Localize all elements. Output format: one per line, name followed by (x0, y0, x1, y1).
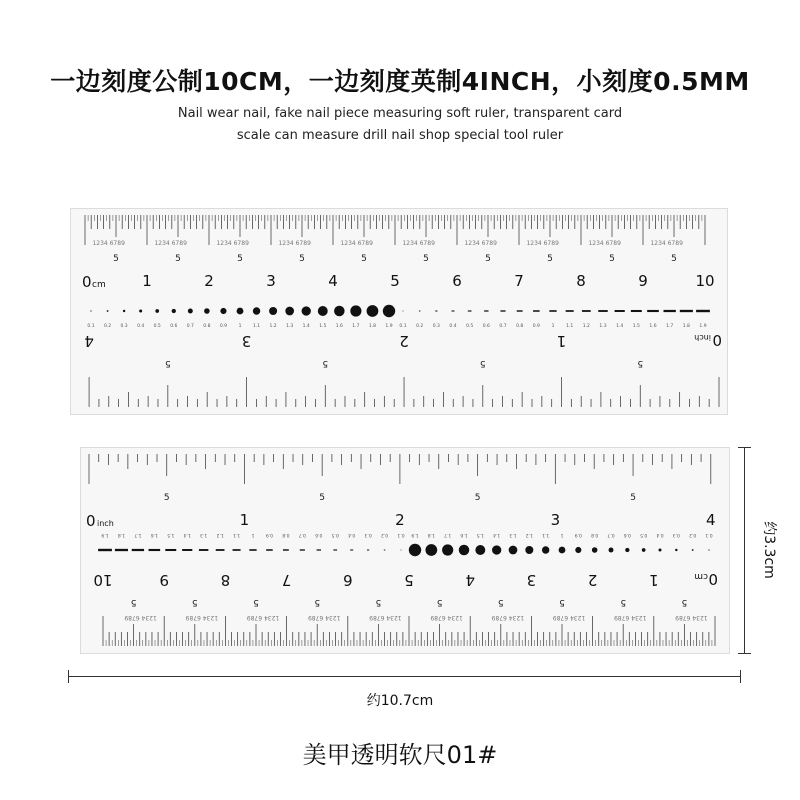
dash-gauge (216, 549, 225, 551)
inch-scale (84, 331, 722, 407)
dot-gauge (708, 549, 709, 550)
dash-gauge-label: 0.9 (532, 324, 540, 329)
dot-gauge-label: 0.9 (574, 532, 582, 537)
metric-number: 9 (159, 571, 169, 589)
dash-gauge-label: 1.5 (632, 324, 640, 329)
digit-strip: 1234 6789 (246, 614, 280, 621)
dash-gauge-label: 1.8 (682, 324, 690, 329)
dot-gauge (334, 306, 345, 317)
dot-gauge (409, 544, 421, 556)
dot-gauge-label: 0.3 (672, 532, 680, 537)
half-cm-label: 5 (361, 254, 367, 264)
dot-gauge (204, 308, 210, 314)
dash-gauge-label: 1.1 (566, 324, 574, 329)
digit-strip: 1234 6789 (154, 240, 187, 247)
subtitle-line-1: Nail wear nail, fake nail piece measuring soft ruler, transparent card (177, 106, 623, 121)
metric-number: 5 (404, 571, 414, 589)
digit-strip: 1234 6789 (588, 240, 621, 247)
dash-gauge-label: 0.8 (282, 532, 290, 537)
dash-gauge (333, 549, 337, 550)
half-cm-label: 5 (620, 597, 627, 607)
half-inch-label: 5 (163, 493, 170, 503)
dot-gauge (220, 308, 226, 314)
digit-strip: 1234 6789 (464, 240, 497, 247)
dash-gauge (435, 311, 437, 312)
dash-gauge-label: 1.2 (582, 324, 590, 329)
metric-number: 4 (328, 272, 338, 290)
half-cm-label: 5 (671, 254, 677, 264)
dash-gauge (484, 310, 488, 311)
height-dimension-cap-top (738, 447, 751, 448)
dash-gauge-label: 1.6 (649, 324, 657, 329)
dash-gauge-label: 1.3 (599, 324, 607, 329)
dash-gauge (647, 310, 659, 312)
dash-gauge (598, 310, 607, 312)
inch-unit: inch (97, 519, 114, 528)
metric-number: 7 (281, 571, 292, 589)
digit-strip: 1234 6789 (185, 614, 219, 621)
dot-gauge (350, 305, 361, 316)
dash-gauge (283, 549, 289, 550)
dot-gauge-label: 0.2 (689, 532, 697, 537)
dot-gauge-label: 0.6 (623, 532, 631, 537)
dash-gauge-label: 1.4 (616, 324, 624, 329)
inch-zero: 0 (86, 512, 96, 530)
dot-gauge (90, 310, 91, 311)
dash-gauge-label: 1 (251, 532, 255, 537)
half-cm-label: 5 (253, 597, 259, 607)
dot-gauge-label: 1 (238, 324, 242, 329)
dash-gauge-label: 0.5 (331, 532, 339, 537)
half-inch-label: 5 (474, 493, 481, 503)
half-cm-label: 5 (609, 254, 615, 264)
dash-gauge (317, 549, 321, 550)
metric-number: 7 (514, 272, 524, 290)
half-cm-label: 5 (681, 597, 688, 607)
dot-gauge-label: 1.7 (444, 532, 452, 537)
half-cm-label: 5 (436, 597, 443, 607)
dot-gauge (269, 307, 277, 315)
digit-strip: 1234 6789 (491, 614, 525, 621)
metric-number: 1 (142, 272, 152, 290)
dot-gauge (318, 306, 328, 316)
dot-gauge (542, 546, 549, 553)
dash-gauge-label: 1.6 (150, 532, 158, 537)
half-cm-label: 5 (497, 597, 504, 607)
dot-gauge-label: 0.5 (153, 324, 161, 329)
dash-gauge (300, 549, 305, 550)
inch-number: 3 (550, 511, 561, 529)
dot-gauge-label: 0.1 (705, 532, 713, 537)
inch-number: 4 (706, 511, 716, 529)
dot-gauge-label: 1.9 (385, 324, 393, 329)
dash-gauge-label: 1.8 (117, 532, 126, 537)
dot-gauge-label: 1 (560, 532, 564, 537)
dot-gauge-label: 1.1 (252, 324, 261, 329)
dot-gauge (625, 548, 629, 552)
dot-gauge (155, 309, 159, 313)
digit-strip: 1234 6789 (526, 240, 559, 247)
dash-gauge-label: 1 (551, 324, 555, 329)
inch-number: 2 (399, 332, 409, 350)
dash-gauge-label: 0.7 (499, 324, 507, 329)
dot-gauge (139, 309, 142, 312)
ruler-bottom-graphic (81, 448, 729, 653)
dot-gauge-label: 0.5 (640, 532, 648, 537)
dash-gauge-label: 1.7 (666, 324, 674, 329)
dot-gauge (642, 548, 646, 552)
dot-gauge (123, 310, 125, 312)
dot-gauge (425, 544, 437, 556)
metric-number: 6 (452, 272, 462, 290)
half-cm-label: 5 (175, 254, 181, 264)
half-cm-label: 5 (375, 597, 382, 607)
dot-gauge-label: 1.2 (525, 532, 533, 537)
dot-gauge-label: 1.8 (427, 532, 435, 537)
digit-strip: 1234 6789 (216, 240, 249, 247)
digit-strip: 1234 6789 (369, 614, 402, 621)
dash-gauge (199, 549, 208, 551)
digit-strip: 1234 6789 (430, 614, 463, 621)
metric-zero: 0 (708, 570, 718, 588)
digit-strip: 1234 6789 (308, 614, 341, 621)
metric-unit: cm (694, 571, 708, 581)
dash-gauge-label: 0.6 (315, 532, 323, 537)
metric-number: 9 (638, 272, 648, 290)
dot-gauge-label: 0.4 (656, 532, 664, 537)
dash-gauge-label: 0.3 (364, 532, 372, 537)
half-cm-label: 5 (559, 597, 565, 607)
half-cm-label: 5 (485, 254, 491, 264)
dash-gauge (517, 310, 523, 311)
dash-gauge-label: 0.4 (348, 532, 356, 537)
metric-number: 10 (695, 272, 715, 290)
dash-gauge (367, 550, 369, 551)
metric-number: 2 (204, 272, 214, 290)
dash-gauge (468, 310, 472, 311)
dot-gauge (107, 310, 109, 312)
dash-gauge (500, 310, 505, 311)
width-dimension-label: 约10.7cm (366, 693, 434, 709)
dot-gauge-label: 1.2 (269, 324, 277, 329)
digit-strip: 1234 6789 (92, 240, 125, 247)
dot-gauge-label: 0.7 (186, 324, 194, 329)
digit-strip: 1234 6789 (340, 240, 373, 247)
metric-number: 2 (587, 571, 598, 589)
dot-gauge (525, 546, 533, 554)
half-cm-label: 5 (191, 597, 198, 607)
metric-number: 4 (465, 571, 475, 589)
dot-gauge (442, 544, 453, 555)
dash-gauge (401, 550, 402, 551)
metric-number: 1 (649, 571, 659, 589)
dash-gauge (615, 310, 625, 312)
dash-gauge-label: 0.3 (432, 324, 440, 329)
digit-strip: 1234 6789 (650, 240, 683, 247)
digit-strip: 1234 6789 (278, 240, 311, 247)
dash-gauge (249, 549, 256, 551)
dot-gauge-label: 0.4 (137, 324, 145, 329)
inch-scale (86, 454, 716, 530)
dot-gauge-label: 1.5 (319, 324, 327, 329)
dot-gauge-label: 1.3 (286, 324, 294, 329)
dash-gauge (403, 311, 404, 312)
dash-gauge-label: 1.1 (232, 532, 241, 537)
half-inch-label: 5 (322, 358, 329, 368)
dash-gauge (266, 549, 273, 551)
dash-gauge-label: 1.2 (216, 532, 224, 537)
dot-gauge-label: 1.5 (476, 532, 484, 537)
dash-gauge (419, 311, 421, 312)
ruler-top (70, 208, 728, 415)
dash-gauge-label: 0.1 (397, 532, 405, 537)
dash-gauge-label: 0.7 (298, 532, 306, 537)
inch-number: 1 (556, 332, 567, 350)
dot-gauge-label: 0.1 (87, 324, 95, 329)
dot-gauge (367, 305, 379, 317)
height-dimension-label: 约3.3cm (761, 521, 777, 579)
dot-gauge-label: 0.8 (591, 532, 599, 537)
half-inch-label: 5 (479, 358, 486, 368)
half-cm-label: 5 (547, 254, 553, 264)
dot-gauge (459, 545, 470, 556)
dash-gauge-label: 0.1 (399, 324, 407, 329)
dash-gauge (149, 549, 161, 551)
half-cm-label: 5 (314, 597, 321, 607)
dash-gauge (549, 310, 556, 312)
half-cm-label: 5 (237, 254, 243, 264)
metric-zero: 0 (82, 273, 92, 291)
dot-gauge (559, 547, 566, 554)
dot-gauge-label: 0.3 (120, 324, 128, 329)
subtitle-line-2: scale can measure drill nail shop special tool ruler (236, 128, 564, 143)
dot-gauge (285, 307, 294, 316)
half-cm-label: 5 (299, 254, 305, 264)
half-cm-label: 5 (423, 254, 429, 264)
dot-gauge-label: 1.3 (509, 532, 517, 537)
dash-gauge-label: 1.4 (183, 532, 191, 537)
dash-gauge (533, 310, 540, 312)
dash-gauge (582, 310, 591, 312)
page-heading: 一边刻度公制10CM，一边刻度英制4INCH，小刻度0.5MM (50, 67, 750, 96)
dot-gauge-label: 1.6 (335, 324, 343, 329)
dash-gauge-label: 1.9 (101, 532, 109, 537)
inch-zero: 0 (712, 331, 722, 349)
metric-number: 6 (343, 571, 353, 589)
dash-gauge (696, 310, 710, 312)
dash-gauge (182, 549, 192, 551)
dot-gauge-label: 1.4 (302, 324, 310, 329)
dot-gauge (253, 307, 260, 314)
metric-number: 3 (526, 571, 537, 589)
digit-strip: 1234 6789 (675, 614, 708, 621)
width-dimension-cap-right (740, 670, 741, 683)
inch-unit: inch (694, 333, 711, 342)
dot-gauge-label: 0.7 (607, 532, 615, 537)
dash-gauge (233, 549, 241, 551)
dash-gauge (452, 310, 455, 311)
dash-gauge (165, 549, 176, 551)
product-caption: 美甲透明软尺01# (302, 741, 498, 769)
dot-gauge (592, 547, 598, 553)
dot-gauge-label: 1.4 (493, 532, 501, 537)
dash-gauge-label: 0.5 (466, 324, 474, 329)
dot-gauge-label: 0.2 (103, 324, 112, 329)
dot-gauge (509, 546, 518, 555)
digit-strip: 1234 6789 (402, 240, 435, 247)
inch-number: 1 (239, 511, 250, 529)
dot-gauge (172, 309, 176, 313)
metric-unit: cm (92, 280, 106, 290)
dot-gauge (492, 545, 501, 554)
dot-gauge (609, 548, 614, 553)
dot-gauge (475, 545, 485, 555)
half-cm-label: 5 (113, 254, 119, 264)
dot-gauge-label: 1.9 (411, 532, 419, 537)
dash-gauge-label: 0.2 (380, 532, 389, 537)
ruler-top-graphic (71, 209, 727, 414)
half-inch-label: 5 (630, 493, 636, 503)
dot-gauge (188, 309, 193, 314)
dot-gauge-label: 1.8 (368, 324, 377, 329)
dot-gauge (237, 308, 244, 315)
metric-number: 3 (266, 272, 276, 290)
dash-gauge-label: 0.8 (516, 324, 524, 329)
dash-gauge (384, 550, 386, 551)
half-cm-label: 5 (130, 597, 137, 607)
dash-gauge (115, 549, 128, 551)
dot-gauge-label: 0.9 (219, 324, 228, 329)
dot-gauge (575, 547, 581, 553)
half-inch-label: 5 (319, 493, 326, 503)
dot-gauge (658, 548, 661, 551)
dash-gauge (663, 310, 675, 312)
dash-gauge (566, 310, 574, 312)
dash-gauge (631, 310, 642, 312)
inch-number: 2 (395, 511, 405, 529)
dot-gauge-label: 1.6 (460, 532, 468, 537)
dash-gauge (680, 310, 693, 312)
metric-number: 8 (576, 272, 586, 290)
dash-gauge-label: 0.9 (265, 532, 274, 537)
metric-number: 10 (93, 571, 113, 589)
half-inch-label: 5 (164, 358, 171, 368)
inch-number: 3 (241, 332, 252, 350)
dash-gauge-label: 0.6 (482, 324, 490, 329)
dash-gauge-label: 1.3 (200, 532, 208, 537)
dash-gauge-label: 1.9 (699, 324, 707, 329)
width-dimension-line (68, 676, 740, 677)
width-dimension-cap-left (68, 670, 69, 683)
half-inch-label: 5 (637, 358, 644, 368)
dot-gauge (692, 549, 694, 551)
dash-gauge (98, 549, 112, 551)
metric-scale (82, 215, 715, 329)
dash-gauge-label: 0.4 (449, 324, 457, 329)
metric-scale (93, 532, 718, 646)
dot-gauge-label: 1.7 (352, 324, 360, 329)
inch-number: 4 (84, 332, 94, 350)
dot-gauge (302, 306, 311, 315)
dot-gauge-label: 1.1 (542, 532, 550, 537)
digit-strip: 1234 6789 (614, 614, 647, 621)
height-dimension-cap-bottom (738, 653, 751, 654)
ruler-bottom (80, 447, 730, 654)
dash-gauge-label: 1.7 (134, 532, 142, 537)
height-dimension-line (744, 447, 745, 654)
digit-strip: 1234 6789 (124, 614, 157, 621)
dot-gauge (675, 549, 677, 551)
dash-gauge (350, 549, 353, 550)
metric-number: 5 (390, 272, 400, 290)
digit-strip: 1234 6789 (552, 614, 586, 621)
dot-gauge-label: 0.8 (203, 324, 211, 329)
dot-gauge-label: 0.6 (170, 324, 178, 329)
dash-gauge-label: 0.2 (416, 324, 424, 329)
dash-gauge (132, 549, 144, 551)
metric-number: 8 (220, 571, 231, 589)
dot-gauge (383, 305, 395, 317)
dash-gauge-label: 1.5 (167, 532, 175, 537)
